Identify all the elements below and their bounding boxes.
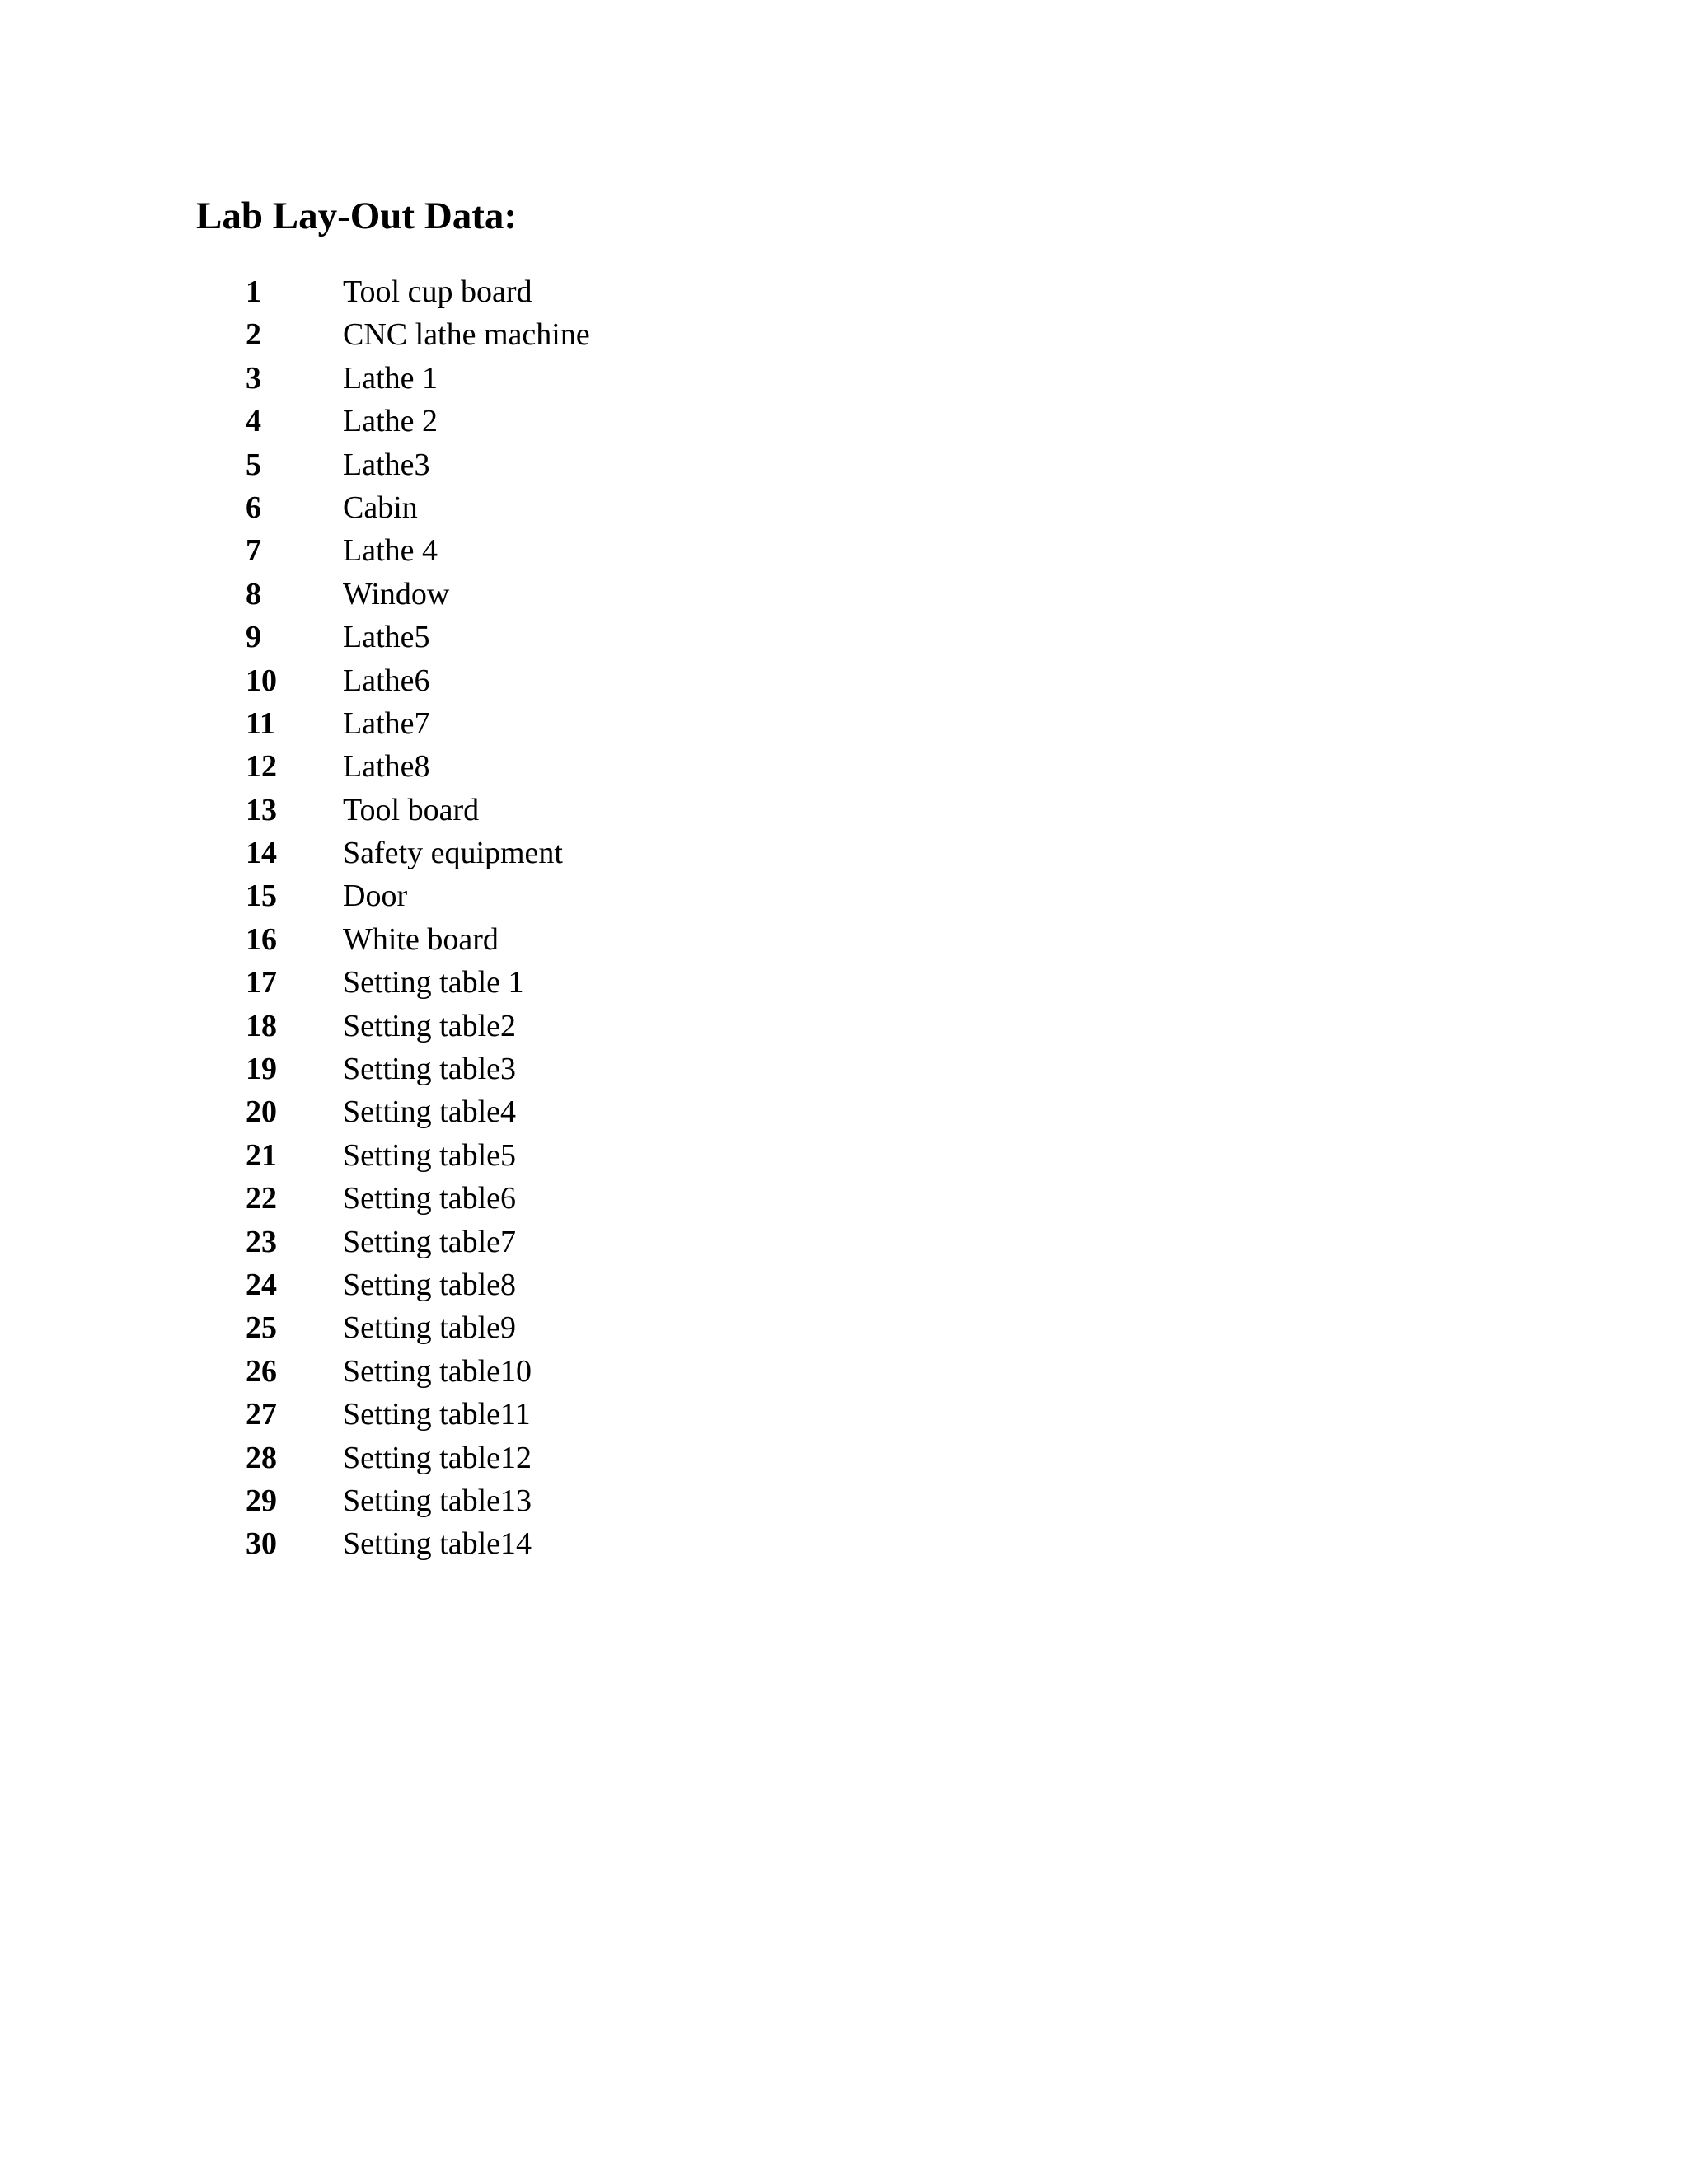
- list-item: [246, 1350, 590, 1393]
- list-item: [246, 832, 590, 874]
- item-label: Tool board: [343, 792, 480, 827]
- item-number: 13: [246, 792, 277, 827]
- list-item: [246, 1090, 590, 1133]
- item-label: Setting table3: [343, 1052, 517, 1087]
- item-number: 21: [246, 1137, 277, 1173]
- item-label: Setting table7: [343, 1224, 517, 1259]
- list-item: [246, 702, 590, 745]
- list-item: [246, 659, 590, 702]
- item-label: Lathe7: [343, 705, 430, 741]
- list-item: [246, 789, 590, 832]
- list-item: [246, 400, 590, 443]
- document-title: Lab Lay-Out Data:: [196, 194, 518, 237]
- item-number: 23: [246, 1224, 277, 1259]
- item-number: 11: [246, 705, 275, 741]
- list-item: [246, 313, 590, 356]
- item-label: Setting table 1: [343, 965, 524, 1001]
- list-item: [246, 616, 590, 658]
- list-item: [246, 1479, 590, 1522]
- item-label: Lathe 1: [343, 360, 438, 396]
- item-number: 10: [246, 663, 277, 698]
- item-label: White board: [343, 921, 499, 957]
- item-number: 6: [246, 490, 261, 525]
- lab-layout-list: [246, 270, 590, 1566]
- item-label: Setting table10: [343, 1353, 532, 1389]
- item-label: Tool cup board: [343, 274, 532, 309]
- item-number: 28: [246, 1440, 277, 1475]
- list-item: [246, 443, 590, 486]
- item-label: Setting table11: [343, 1397, 531, 1432]
- item-label: Setting table8: [343, 1267, 517, 1302]
- list-item: [246, 1393, 590, 1436]
- item-label: Lathe6: [343, 663, 430, 698]
- list-item: [246, 918, 590, 961]
- item-number: 20: [246, 1094, 277, 1130]
- item-number: 14: [246, 836, 277, 871]
- list-item: [246, 1177, 590, 1220]
- item-number: 4: [246, 404, 261, 439]
- item-label: Cabin: [343, 490, 418, 525]
- item-label: Setting table5: [343, 1137, 517, 1173]
- item-number: 3: [246, 360, 261, 396]
- item-label: Setting table2: [343, 1008, 517, 1043]
- item-label: Setting table4: [343, 1094, 517, 1130]
- list-item: [246, 270, 590, 313]
- item-label: Lathe5: [343, 620, 430, 655]
- item-number: 16: [246, 921, 277, 957]
- list-item: [246, 529, 590, 572]
- item-label: Safety equipment: [343, 836, 563, 871]
- item-number: 1: [246, 274, 261, 309]
- item-label: Lathe8: [343, 749, 430, 785]
- item-number: 29: [246, 1483, 277, 1518]
- item-number: 15: [246, 879, 277, 914]
- item-number: 25: [246, 1310, 277, 1346]
- item-label: Setting table9: [343, 1310, 517, 1346]
- item-label: Window: [343, 576, 450, 612]
- item-number: 27: [246, 1397, 277, 1432]
- item-number: 30: [246, 1526, 277, 1562]
- item-label: Setting table14: [343, 1526, 532, 1562]
- list-item: [246, 1263, 590, 1306]
- item-number: 9: [246, 620, 261, 655]
- item-label: Setting table12: [343, 1440, 532, 1475]
- item-number: 22: [246, 1181, 277, 1216]
- item-label: Setting table6: [343, 1181, 517, 1216]
- list-item: [246, 486, 590, 529]
- list-item: [246, 874, 590, 917]
- item-label: CNC lathe machine: [343, 317, 590, 353]
- item-label: Lathe 4: [343, 533, 438, 569]
- item-label: Door: [343, 879, 408, 914]
- item-number: 8: [246, 576, 261, 612]
- item-number: 24: [246, 1267, 277, 1302]
- item-number: 19: [246, 1052, 277, 1087]
- list-item: [246, 573, 590, 616]
- item-number: 12: [246, 749, 277, 785]
- item-number: 7: [246, 533, 261, 569]
- list-item: [246, 745, 590, 788]
- list-item: [246, 1047, 590, 1090]
- list-item: [246, 1436, 590, 1479]
- item-label: Setting table13: [343, 1483, 532, 1518]
- item-number: 2: [246, 317, 261, 353]
- list-item: [246, 1221, 590, 1263]
- list-item: [246, 357, 590, 400]
- list-item: [246, 1134, 590, 1177]
- item-number: 17: [246, 965, 277, 1001]
- item-label: Lathe 2: [343, 404, 438, 439]
- list-item: [246, 1306, 590, 1349]
- list-item: [246, 961, 590, 1004]
- item-number: 5: [246, 447, 261, 482]
- list-item: [246, 1005, 590, 1047]
- item-number: 26: [246, 1353, 277, 1389]
- item-number: 18: [246, 1008, 277, 1043]
- list-item: [246, 1522, 590, 1565]
- item-label: Lathe3: [343, 447, 430, 482]
